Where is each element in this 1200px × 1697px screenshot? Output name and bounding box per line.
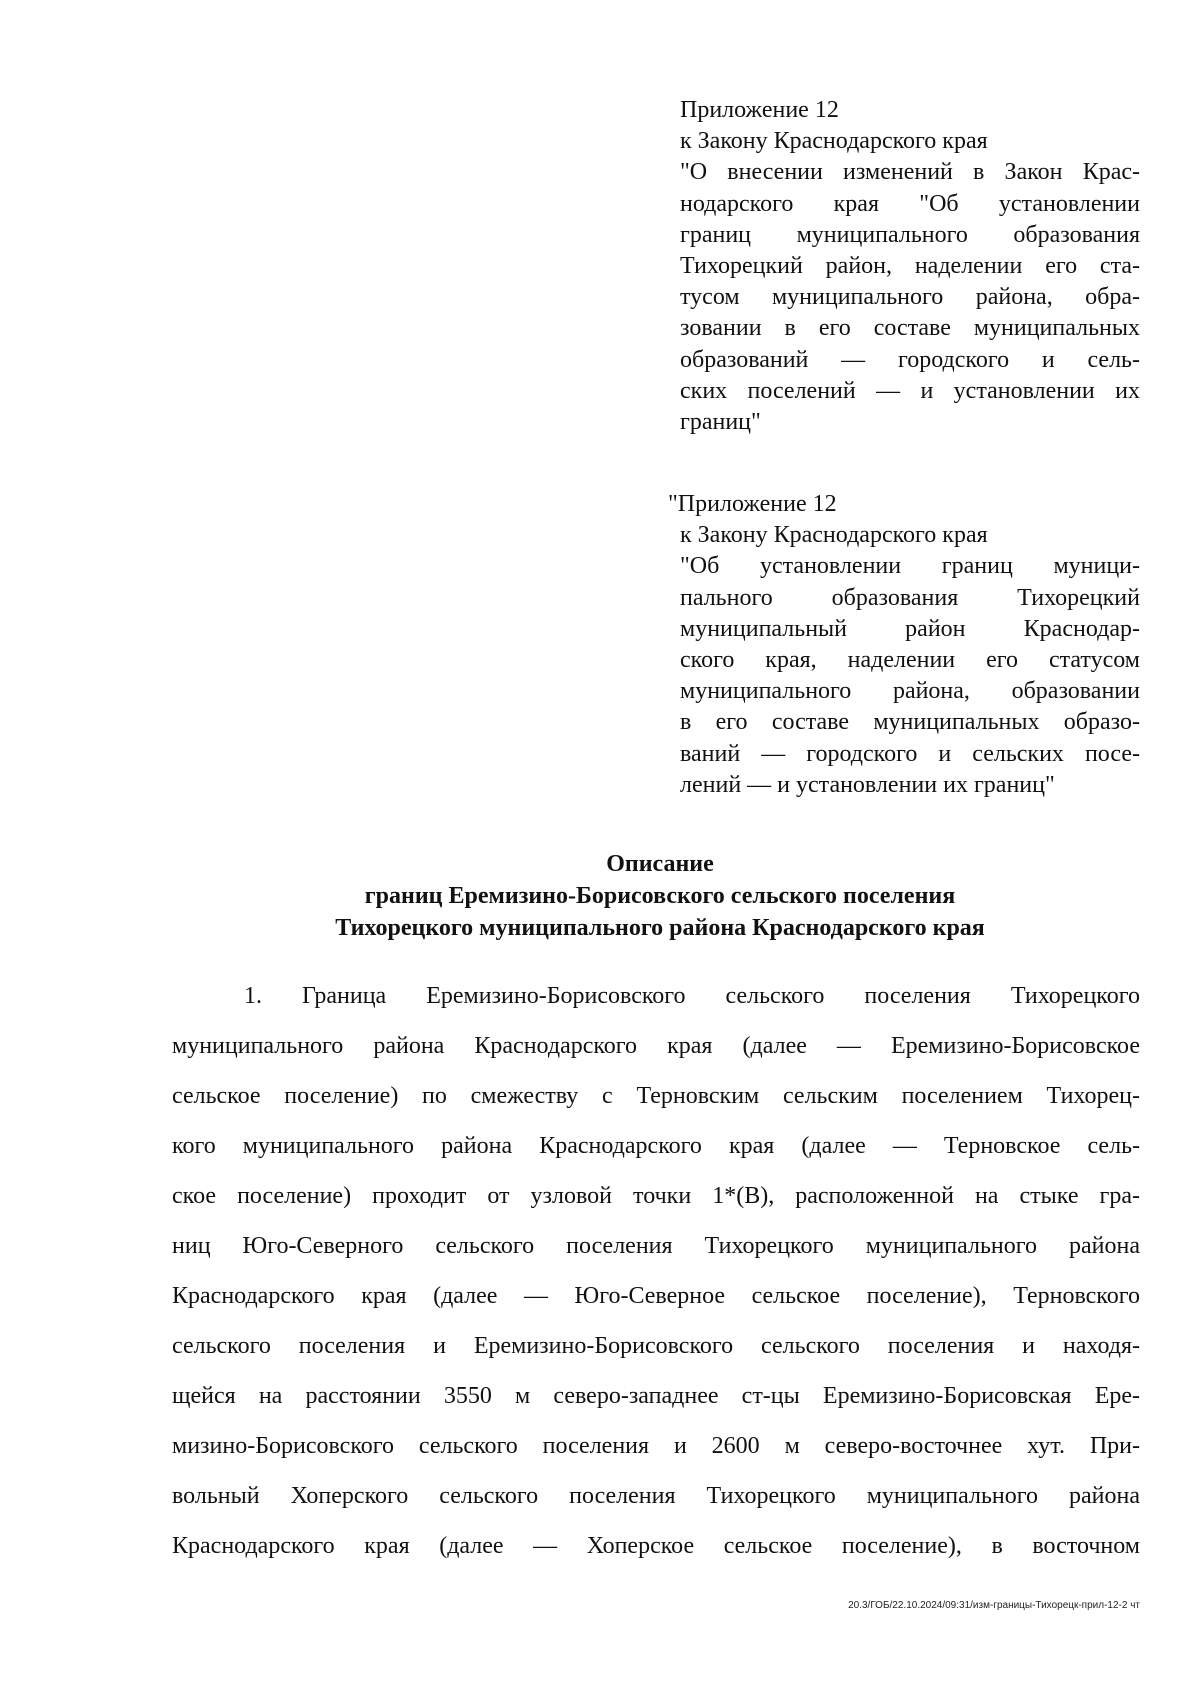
body-line: мизино-Борисовского сельского поселения и 2600 м северо-восточнее хут. При- xyxy=(172,1433,1140,1459)
appendix-line: пального образования Тихорецкий xyxy=(680,584,1140,611)
body-line: ниц Юго-Северного сельского поселения Тихорецкого муниципального района xyxy=(172,1233,1140,1259)
title-line: Тихорецкого муниципального района Краснодарского края xyxy=(335,915,985,941)
appendix-line: в его составе муниципальных образо- xyxy=(680,709,1140,736)
body-line: 1. Граница Еремизино-Борисовского сельского поселения Тихорецкого xyxy=(244,983,1140,1009)
appendix-line: к Закону Краснодарского края xyxy=(680,128,988,155)
body-line: кого муниципального района Краснодарского края (далее — Терновское сель- xyxy=(172,1133,1140,1159)
appendix-line: тусом муниципального района, обра- xyxy=(680,284,1140,311)
footer-document-code: 20.3/ГОБ/22.10.2024/09:31/изм-границы-Тихорецк-прил-12-2 чт xyxy=(848,1600,1140,1611)
title-line: границ Еремизино-Борисовского сельского поселения xyxy=(364,883,956,909)
body-line: ское поселение) проходит от узловой точки 1*(В), расположенной на стыке гра- xyxy=(172,1183,1140,1209)
appendix-line: границ" xyxy=(680,409,761,436)
appendix-line: зовании в его составе муниципальных xyxy=(680,315,1140,342)
appendix-line: нодарского края "Об установлении xyxy=(680,190,1140,217)
body-line: Краснодарского края (далее — Юго-Северное сельское поселение), Терновского xyxy=(172,1283,1140,1309)
appendix-line: границ муниципального образования xyxy=(680,221,1140,248)
appendix-line: "Об установлении границ муници- xyxy=(680,553,1140,580)
body-line: вольный Хоперского сельского поселения Тихорецкого муниципального района xyxy=(172,1483,1140,1509)
appendix-line: образований — городского и сель- xyxy=(680,346,1140,373)
appendix-line: лений — и установлении их границ" xyxy=(680,771,1055,798)
appendix-line: ского края, наделении его статусом xyxy=(680,647,1140,674)
appendix-line: муниципальный район Краснодар- xyxy=(680,615,1140,642)
appendix-line: муниципального района, образовании xyxy=(680,678,1140,705)
body-line: сельского поселения и Еремизино-Борисовского сельского поселения и находя- xyxy=(172,1333,1140,1359)
body-line: сельское поселение) по смежеству с Терновским сельским поселением Тихорец- xyxy=(172,1083,1140,1109)
appendix-line: Тихорецкий район, наделении его ста- xyxy=(680,253,1140,280)
appendix-line: "О внесении изменений в Закон Крас- xyxy=(680,159,1140,186)
appendix-line: Приложение 12 xyxy=(680,97,839,123)
appendix-line: ских поселений — и установлении их xyxy=(680,377,1140,404)
appendix-reference-original-law xyxy=(668,489,1140,801)
appendix-line: "Приложение 12 xyxy=(668,491,837,517)
document-title xyxy=(180,848,1140,944)
appendix-line: к Закону Краснодарского края xyxy=(680,522,988,549)
appendix-reference-current-law xyxy=(680,95,1140,438)
body-line: щейся на расстоянии 3550 м северо-западнее ст-цы Еремизино-Борисовская Ере- xyxy=(172,1383,1140,1409)
title-line: Описание xyxy=(606,851,714,877)
body-paragraph xyxy=(172,971,1140,1571)
appendix-line: ваний — городского и сельских посе- xyxy=(680,740,1140,767)
body-line: Краснодарского края (далее — Хоперское сельское поселение), в восточном xyxy=(172,1533,1140,1559)
body-line: муниципального района Краснодарского края (далее — Еремизино-Борисовское xyxy=(172,1033,1140,1059)
